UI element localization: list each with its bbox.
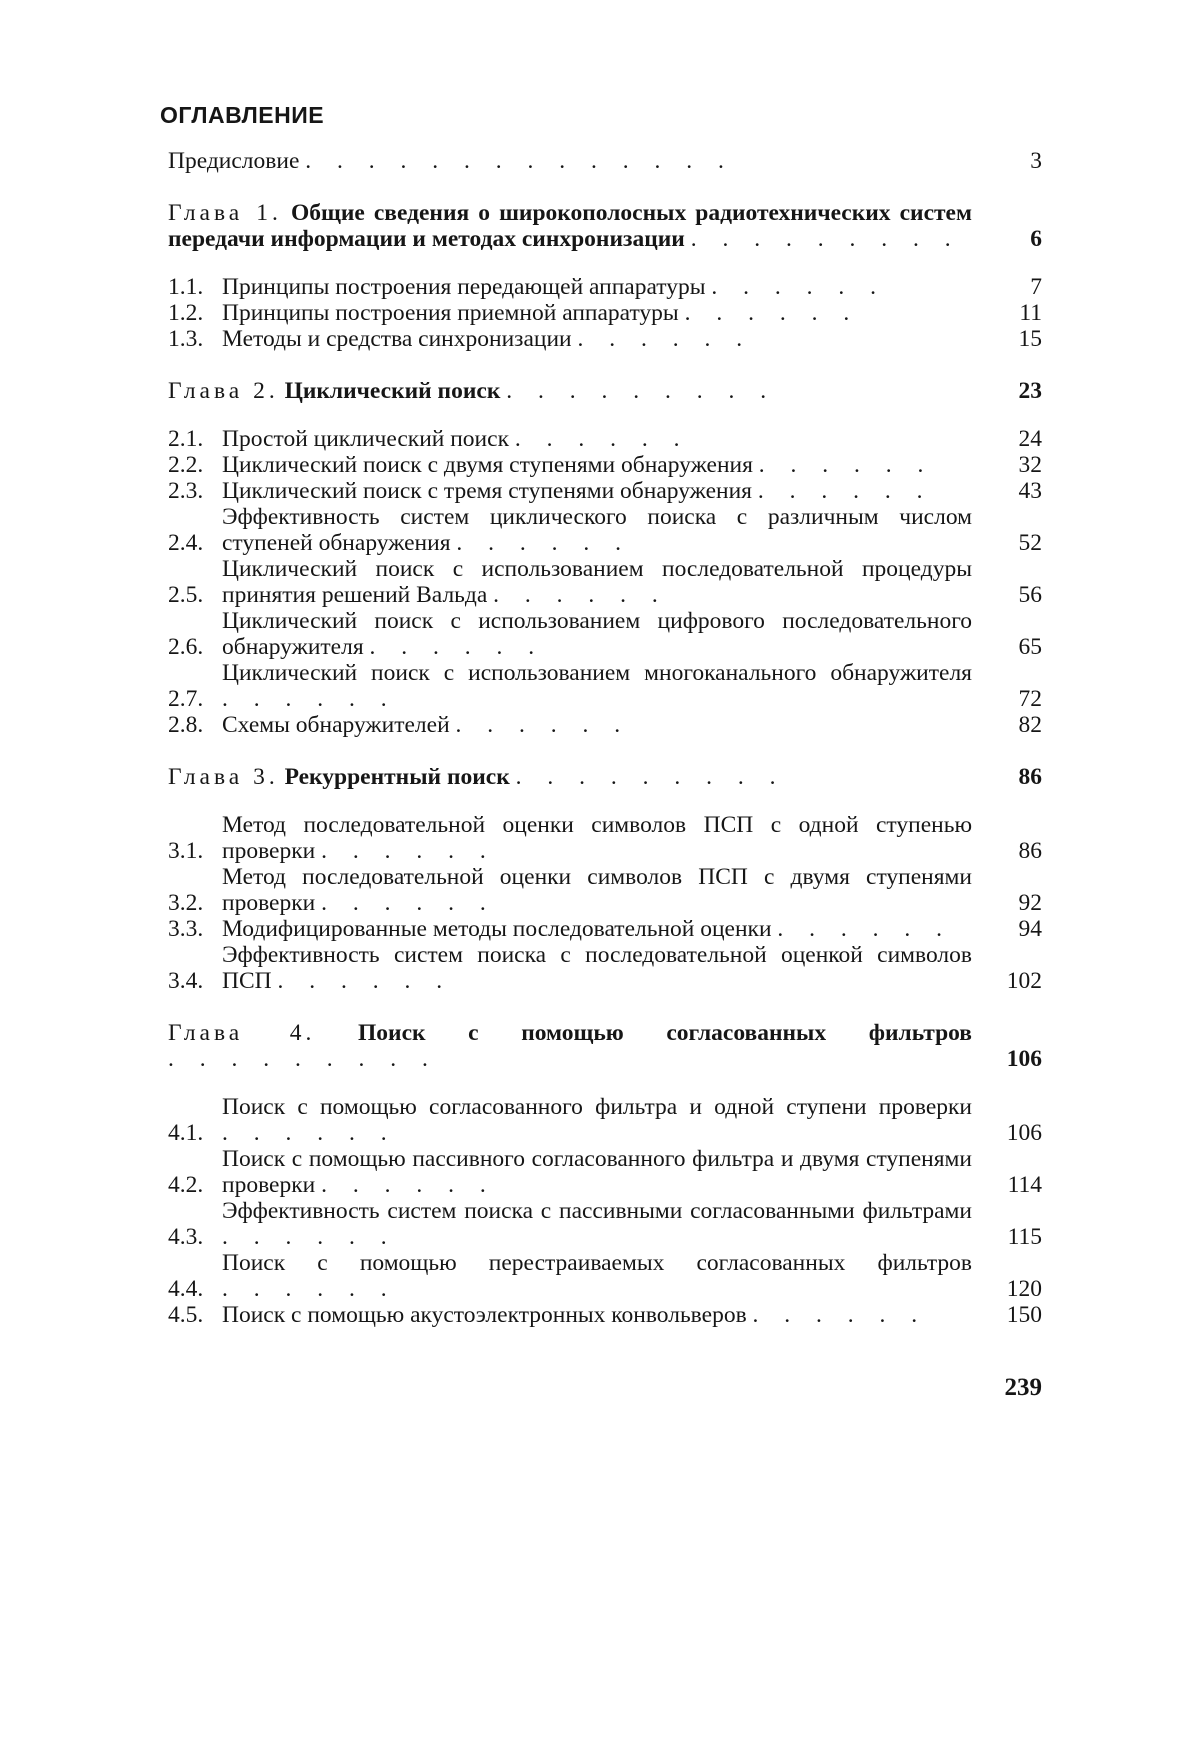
section-number: 3.3. — [168, 916, 204, 942]
section-text: Методы и средства синхронизации . . . . . . — [222, 326, 753, 352]
section-number: 3.1. — [168, 838, 204, 864]
toc-section-1-3[interactable] — [168, 326, 1042, 352]
section-text: Метод последовательной оценки символов ПСП с одной ступенью проверки . . . . . . — [222, 812, 972, 864]
section-page: 65 — [1018, 634, 1042, 660]
section-page: 32 — [1018, 452, 1042, 478]
toc-section-3-3[interactable] — [168, 916, 1042, 942]
entry-text: Предисловие . . . . . . . . . . . . . . — [168, 148, 734, 174]
section-text: Модифицированные методы последовательной оценки . . . . . . — [222, 916, 953, 942]
toc-section-4-1[interactable] — [168, 1094, 1042, 1146]
entry-page: 3 — [1030, 148, 1042, 174]
toc-section-2-8[interactable] — [168, 712, 1042, 738]
section-number: 1.1. — [168, 274, 204, 300]
section-text: Простой циклический поиск . . . . . . — [222, 426, 690, 452]
toc-section-4-3[interactable] — [168, 1198, 1042, 1250]
chapter-text: Глава 1. Общие сведения о широкополосных радиотехнических систем передачи информации и методах синхронизации . . . . . . . . . — [168, 200, 972, 252]
toc-entry-preface[interactable] — [168, 148, 1042, 174]
toc-heading: ОГЛАВЛЕНИЕ — [160, 102, 325, 128]
toc-section-2-3[interactable] — [168, 478, 1042, 504]
toc-section-4-4[interactable] — [168, 1250, 1042, 1302]
section-text: Циклический поиск с использованием цифрового последовательного обнаружителя . . . . . . — [222, 608, 972, 660]
chapter-lead: Глава 3. — [168, 764, 279, 790]
section-number: 2.5. — [168, 582, 204, 608]
section-page: 106 — [1006, 1120, 1042, 1146]
section-page: 15 — [1018, 326, 1042, 352]
section-text: Поиск с помощью пассивного согласованного фильтра и двумя ступенями проверки . . . . . . — [222, 1146, 972, 1198]
section-number: 2.1. — [168, 426, 204, 452]
toc-section-2-4[interactable] — [168, 504, 1042, 556]
section-page: 94 — [1018, 916, 1042, 942]
section-number: 1.3. — [168, 326, 204, 352]
toc-chapter-4[interactable] — [168, 1020, 1042, 1072]
section-page: 43 — [1018, 478, 1042, 504]
toc-section-4-2[interactable] — [168, 1146, 1042, 1198]
section-text: Эффективность систем поиска с последовательной оценкой символов ПСП . . . . . . — [222, 942, 972, 994]
section-text: Циклический поиск с двумя ступенями обнаружения . . . . . . — [222, 452, 934, 478]
toc-section-2-5[interactable] — [168, 556, 1042, 608]
chapter-text: Глава 2. Циклический поиск . . . . . . . . . — [168, 378, 777, 404]
section-text: Принципы построения передающей аппаратуры . . . . . . — [222, 274, 887, 300]
section-page: 11 — [1019, 300, 1042, 326]
chapter-page: 86 — [1018, 764, 1042, 790]
section-number: 2.7. — [168, 686, 204, 712]
toc-section-4-5[interactable] — [168, 1302, 1042, 1328]
chapter-lead: Глава 1. — [168, 200, 282, 226]
section-page: 114 — [1007, 1172, 1042, 1198]
section-text: Схемы обнаружителей . . . . . . — [222, 712, 631, 738]
toc-chapter-2[interactable] — [168, 378, 1042, 404]
chapter-text: Глава 4. Поиск с помощью согласованных фильтров . . . . . . . . . — [168, 1020, 972, 1072]
section-number: 4.2. — [168, 1172, 204, 1198]
section-page: 150 — [1006, 1302, 1042, 1328]
section-text: Циклический поиск с использованием последовательной процедуры принятия решений Вальда . . . . . . — [222, 556, 972, 608]
chapter-page: 23 — [1018, 378, 1042, 404]
section-number: 2.6. — [168, 634, 204, 660]
toc-section-2-2[interactable] — [168, 452, 1042, 478]
section-number: 2.8. — [168, 712, 204, 738]
section-page: 52 — [1018, 530, 1042, 556]
section-number: 2.4. — [168, 530, 204, 556]
page-number: 239 — [1004, 1374, 1042, 1401]
section-page: 7 — [1030, 274, 1042, 300]
section-text: Принципы построения приемной аппаратуры . . . . . . — [222, 300, 860, 326]
section-text: Поиск с помощью перестраиваемых согласованных фильтров . . . . . . — [222, 1250, 972, 1302]
section-number: 2.2. — [168, 452, 204, 478]
toc-section-1-2[interactable] — [168, 300, 1042, 326]
toc-section-3-1[interactable] — [168, 812, 1042, 864]
toc-chapter-1[interactable] — [168, 200, 1042, 252]
section-number: 3.4. — [168, 968, 204, 994]
chapter-title: Поиск с помощью согласованных фильтров — [358, 1020, 972, 1046]
section-number: 3.2. — [168, 890, 204, 916]
section-text: Эффективность систем поиска с пассивными согласованными фильтрами . . . . . . — [222, 1198, 972, 1250]
toc-chapter-3[interactable] — [168, 764, 1042, 790]
chapter-title: Рекуррентный поиск — [284, 764, 510, 790]
section-page: 120 — [1006, 1276, 1042, 1302]
chapter-lead: Глава 4. — [168, 1020, 316, 1046]
toc-section-3-4[interactable] — [168, 942, 1042, 994]
section-number: 4.4. — [168, 1276, 204, 1302]
section-number: 4.1. — [168, 1120, 204, 1146]
section-text: Циклический поиск с использованием многоканального обнаружителя . . . . . . — [222, 660, 972, 712]
section-text: Эффективность систем циклического поиска с различным числом ступеней обнаружения . . . . . . — [222, 504, 972, 556]
chapter-lead: Глава 2. — [168, 378, 279, 404]
section-page: 82 — [1018, 712, 1042, 738]
section-number: 4.5. — [168, 1302, 204, 1328]
chapter-page: 6 — [1030, 226, 1042, 252]
section-number: 1.2. — [168, 300, 204, 326]
chapter-title: Циклический поиск — [284, 378, 501, 404]
toc-section-2-1[interactable] — [168, 426, 1042, 452]
section-page: 115 — [1007, 1224, 1042, 1250]
toc-section-2-7[interactable] — [168, 660, 1042, 712]
toc-section-1-1[interactable] — [168, 274, 1042, 300]
section-page: 24 — [1018, 426, 1042, 452]
section-page: 86 — [1018, 838, 1042, 864]
section-text: Поиск с помощью акустоэлектронных конвольверов . . . . . . — [222, 1302, 928, 1328]
section-page: 92 — [1018, 890, 1042, 916]
chapter-page: 106 — [1006, 1046, 1042, 1072]
chapter-title: Общие сведения о широкополосных радиотехнических систем передачи информации и методах синхронизации — [168, 200, 972, 252]
section-text: Циклический поиск с тремя ступенями обнаружения . . . . . . — [222, 478, 933, 504]
section-number: 2.3. — [168, 478, 204, 504]
toc-section-3-2[interactable] — [168, 864, 1042, 916]
section-text: Поиск с помощью согласованного фильтра и одной ступени проверки . . . . . . — [222, 1094, 972, 1146]
section-page: 72 — [1018, 686, 1042, 712]
table-of-contents — [168, 148, 1042, 1328]
section-page: 56 — [1018, 582, 1042, 608]
section-number: 4.3. — [168, 1224, 204, 1250]
section-text: Метод последовательной оценки символов ПСП с двумя ступенями проверки . . . . . . — [222, 864, 972, 916]
toc-section-2-6[interactable] — [168, 608, 1042, 660]
section-page: 102 — [1006, 968, 1042, 994]
chapter-text: Глава 3. Рекуррентный поиск . . . . . . . . . — [168, 764, 786, 790]
